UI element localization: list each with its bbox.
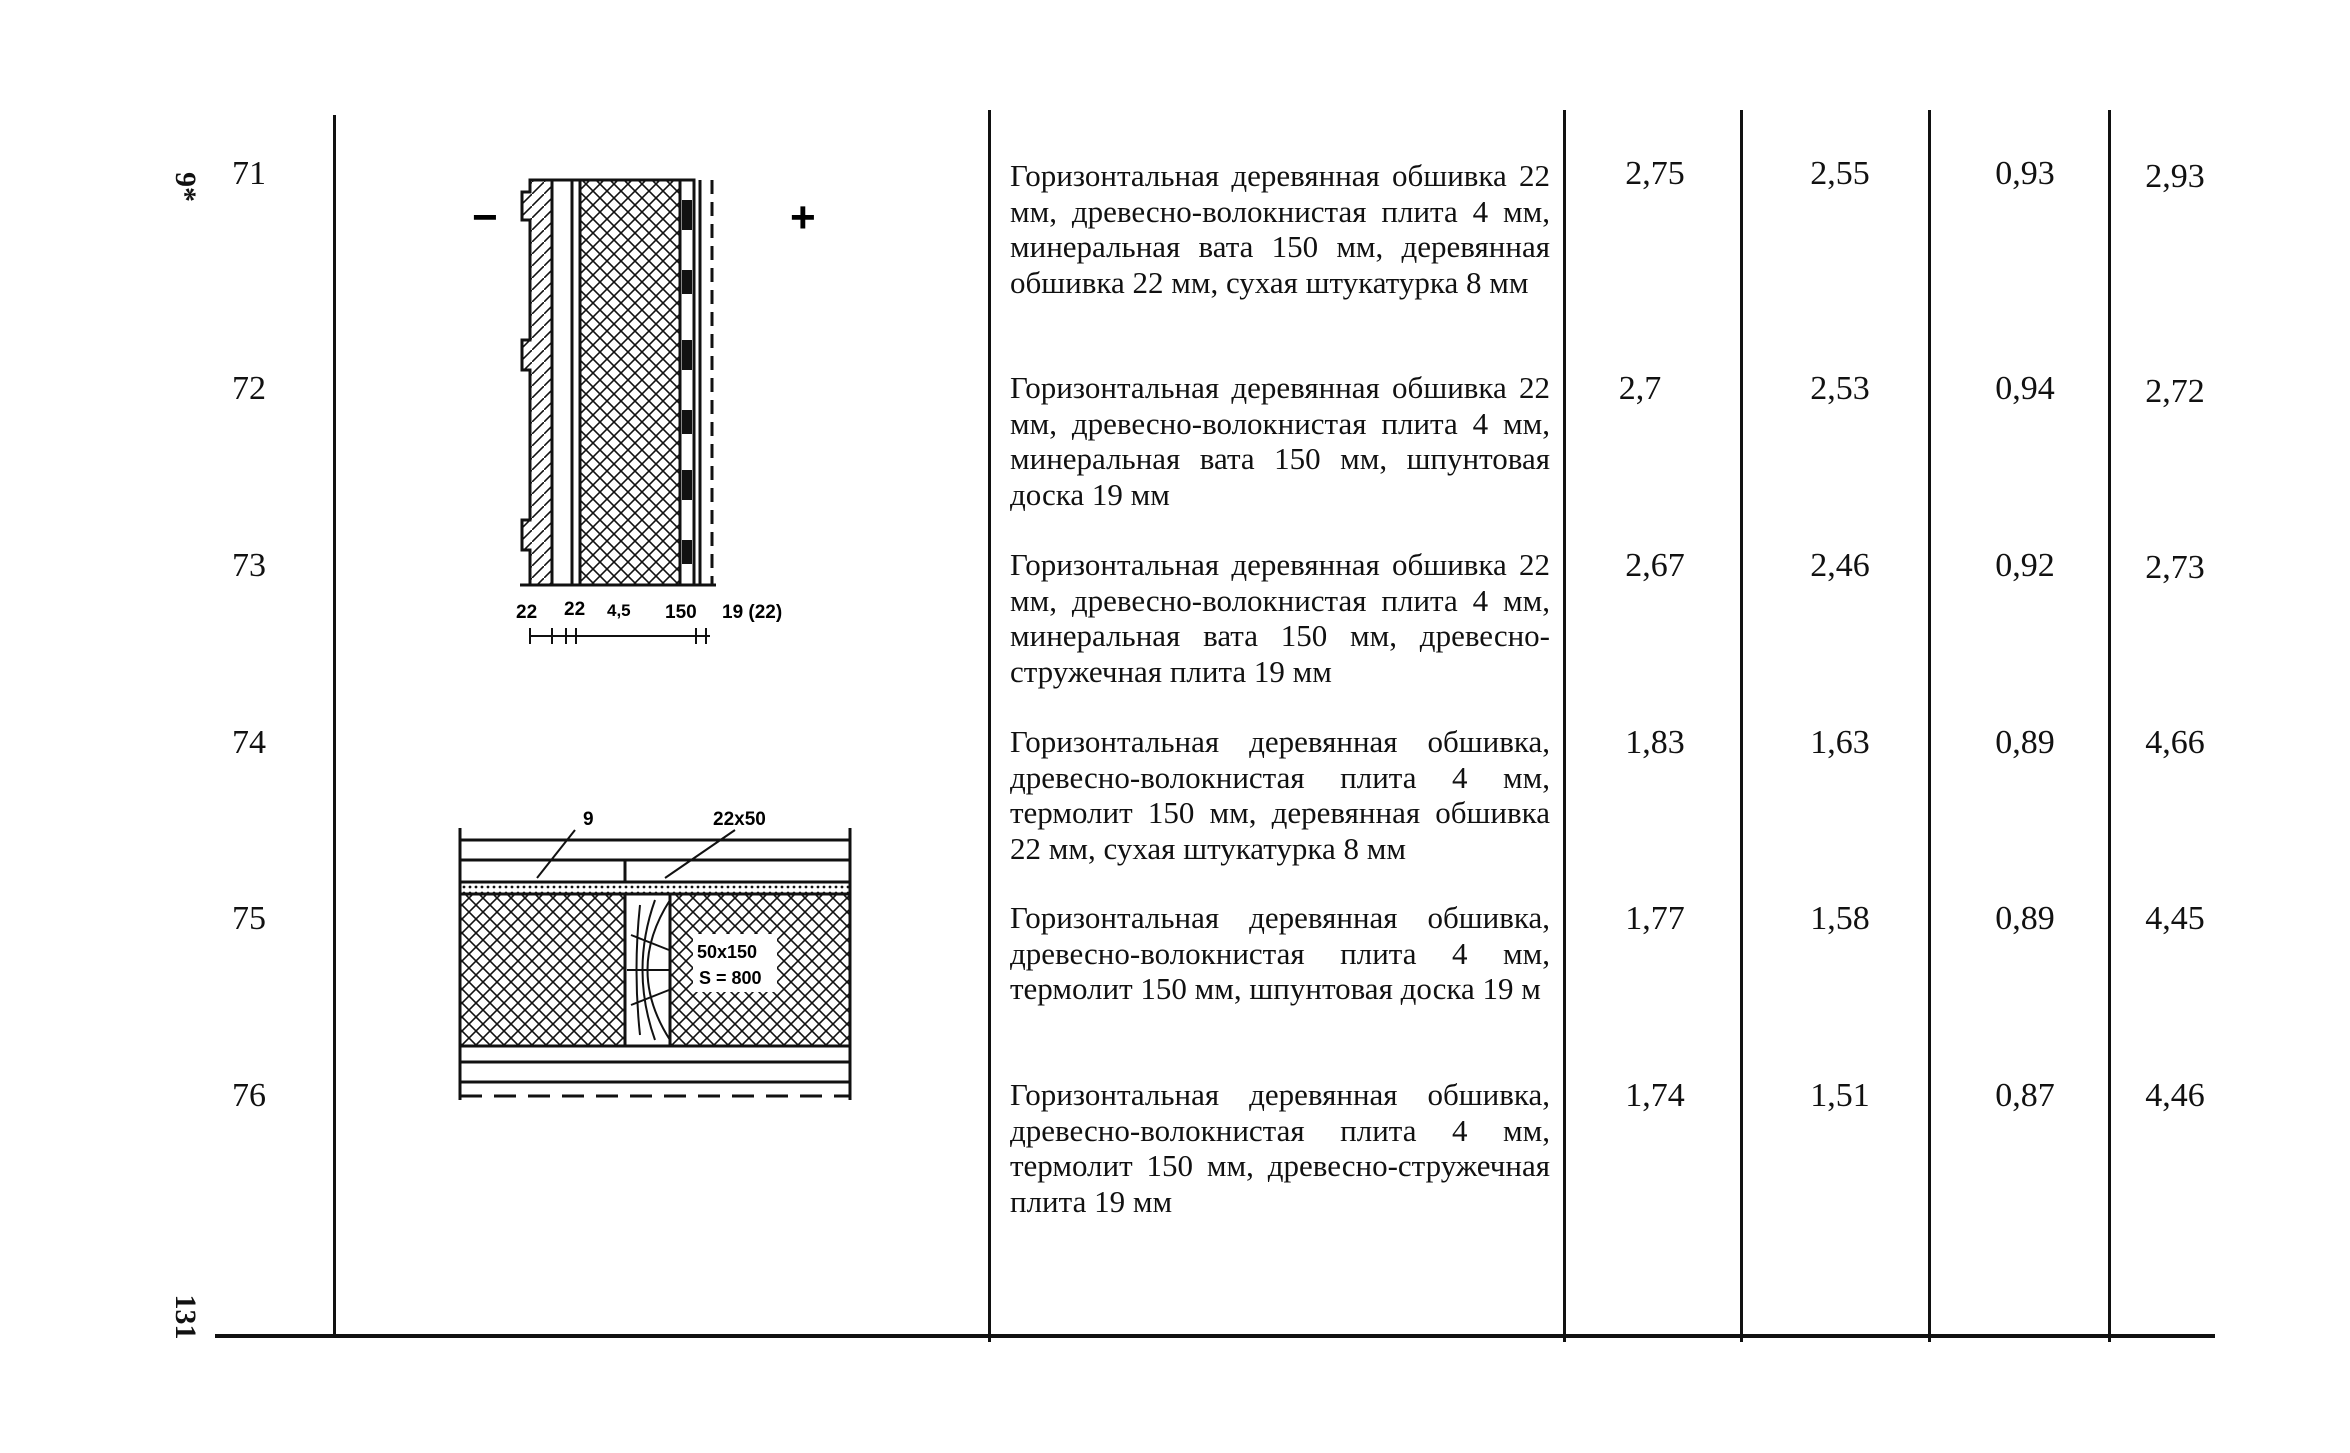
stud-spacing-label: S = 800 bbox=[699, 968, 762, 988]
layer-label: 9 bbox=[583, 809, 594, 830]
value-col-3: 0,87 bbox=[1995, 1077, 2055, 1114]
value-col-4: 2,72 bbox=[2145, 373, 2205, 410]
row-description: Горизонтальная деревянная обшивка 22 мм, древесно-волокнистая плита 4 мм, минеральная вата 150 мм, шпунтовая доска 19 мм bbox=[1010, 370, 1550, 512]
value-col-1: 2,75 bbox=[1625, 155, 1685, 192]
value-col-2: 1,58 bbox=[1810, 900, 1870, 937]
value-col-3: 0,89 bbox=[1995, 724, 2055, 761]
row-description: Горизонтальная деревянная обшивка, древесно-волокнистая плита 4 мм, термолит 150 мм, древесно-стружечная плита 19 мм bbox=[1010, 1077, 1550, 1219]
value-col-1: 2,7 bbox=[1618, 370, 1662, 407]
minus-sign: − bbox=[472, 193, 498, 242]
column-divider-6 bbox=[2108, 110, 2111, 1342]
value-col-2: 1,51 bbox=[1810, 1077, 1870, 1114]
value-col-4: 4,46 bbox=[2145, 1077, 2205, 1114]
stud-size-label: 50x150 bbox=[697, 942, 758, 962]
page-number: 131 bbox=[169, 1294, 202, 1340]
table-bottom-rule bbox=[215, 1334, 2215, 1338]
row-description: Горизонтальная деревянная обшивка, древесно-волокнистая плита 4 мм, термолит 150 мм, деревянная обшивка 22 мм, сухая штукатурка 8 мм bbox=[1010, 724, 1550, 866]
value-col-3: 0,94 bbox=[1995, 370, 2055, 407]
dimension-label: 22 bbox=[564, 599, 586, 620]
value-col-1: 1,83 bbox=[1625, 724, 1685, 761]
value-col-4: 4,45 bbox=[2145, 900, 2205, 937]
column-divider-3 bbox=[1563, 110, 1566, 1342]
row-number: 71 bbox=[232, 155, 266, 192]
column-divider-1 bbox=[333, 115, 336, 1335]
row-number: 75 bbox=[232, 900, 266, 937]
wall-section-diagram bbox=[460, 170, 840, 650]
value-col-3: 0,92 bbox=[1995, 547, 2055, 584]
column-divider-2 bbox=[988, 110, 991, 1342]
value-col-2: 2,46 bbox=[1810, 547, 1870, 584]
value-col-4: 4,66 bbox=[2145, 724, 2205, 761]
value-col-1: 2,67 bbox=[1625, 547, 1685, 584]
value-col-2: 2,53 bbox=[1810, 370, 1870, 407]
row-number: 73 bbox=[232, 547, 266, 584]
row-description: Горизонтальная деревянная обшивка, древесно-волокнистая плита 4 мм, термолит 150 мм, шпунтовая доска 19 м bbox=[1010, 900, 1550, 1007]
value-col-2: 2,55 bbox=[1810, 155, 1870, 192]
column-divider-4 bbox=[1740, 110, 1743, 1342]
value-col-4: 2,93 bbox=[2145, 158, 2205, 195]
value-col-1: 1,77 bbox=[1625, 900, 1685, 937]
column-divider-5 bbox=[1928, 110, 1931, 1342]
dimension-label: 150 bbox=[665, 602, 697, 623]
row-description: Горизонтальная деревянная обшивка 22 мм, древесно-волокнистая плита 4 мм, минеральная вата 150 мм, древесностружечная плита 19 мм bbox=[1010, 547, 1550, 689]
value-col-2: 1,63 bbox=[1810, 724, 1870, 761]
margin-mark: 9* bbox=[169, 172, 202, 202]
row-number: 76 bbox=[232, 1077, 266, 1114]
dimension-label: 22 bbox=[516, 602, 538, 623]
row-number: 74 bbox=[232, 724, 266, 761]
value-col-1: 1,74 bbox=[1625, 1077, 1685, 1114]
dimension-label: 4,5 bbox=[607, 601, 631, 620]
row-number: 72 bbox=[232, 370, 266, 407]
layer-label: 22x50 bbox=[713, 809, 766, 830]
value-col-4: 2,73 bbox=[2145, 549, 2205, 586]
plus-sign: + bbox=[790, 193, 816, 242]
row-description: Горизонтальная деревянная обшивка 22 мм, древесно-волокнистая плита 4 мм, минеральная вата 150 мм, деревянная обшивка 22 мм, сухая штукатурка 8 мм bbox=[1010, 158, 1550, 300]
dimension-label: 19 (22) bbox=[722, 602, 783, 623]
stud-wall-diagram bbox=[455, 800, 860, 1110]
value-col-3: 0,89 bbox=[1995, 900, 2055, 937]
value-col-3: 0,93 bbox=[1995, 155, 2055, 192]
